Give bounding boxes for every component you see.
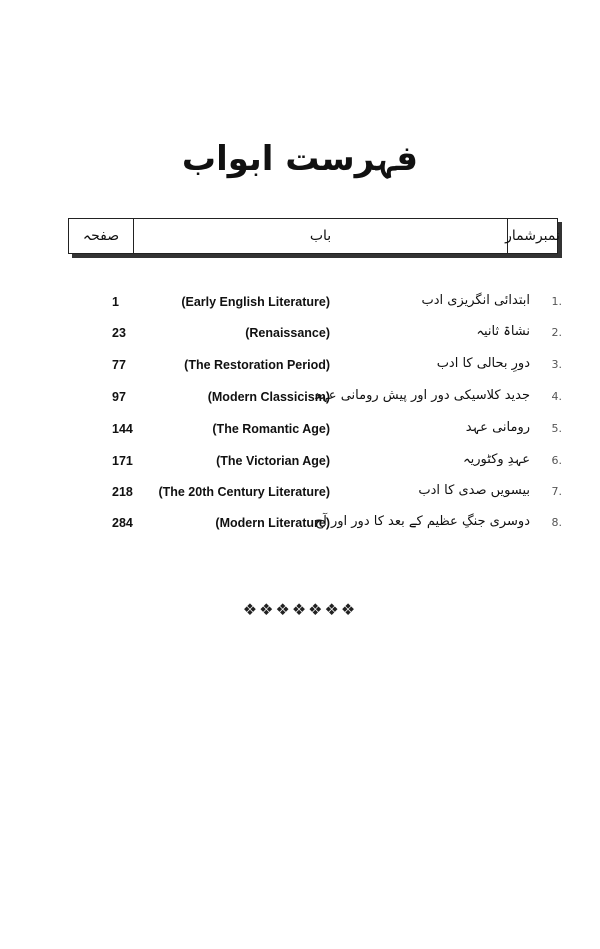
item-page: 97 <box>112 390 126 404</box>
list-item <box>0 481 600 505</box>
item-urdu-title: ابتدائی انگریزی ادب <box>421 293 530 308</box>
item-page: 218 <box>112 485 133 499</box>
list-item <box>0 354 600 378</box>
list-item <box>0 450 600 474</box>
item-english-title: (The Romantic Age) <box>212 422 330 436</box>
item-english-title: (Modern Literature) <box>215 516 330 530</box>
item-urdu-title: جدید کلاسیکی دور اور پیش رومانی عہد <box>314 388 530 403</box>
item-number: 1. <box>551 295 562 308</box>
item-english-title: (The Victorian Age) <box>216 454 330 468</box>
item-english-title: (Modern Classicism) <box>207 390 330 404</box>
page-title: فہرست ابواب <box>181 139 419 179</box>
item-number: 8. <box>551 516 562 529</box>
item-number: 7. <box>551 485 562 498</box>
item-page: 77 <box>112 358 126 372</box>
item-page: 144 <box>112 422 133 436</box>
list-item <box>0 322 600 346</box>
list-item <box>0 418 600 442</box>
item-page: 284 <box>112 516 133 530</box>
item-page: 23 <box>112 326 126 340</box>
list-item <box>0 291 600 315</box>
table-header <box>68 218 558 254</box>
item-urdu-title: دورِ بحالی کا ادب <box>436 356 530 371</box>
item-urdu-title: دوسری جنگِ عظیم کے بعد کا دور اور آج <box>314 514 530 529</box>
item-number: 5. <box>551 422 562 435</box>
header-chapter: باب <box>309 228 332 244</box>
item-page: 171 <box>112 454 133 468</box>
item-urdu-title: رومانی عہد <box>465 420 530 435</box>
item-number: 4. <box>551 390 562 403</box>
item-urdu-title: نشاۃ ثانیہ <box>476 324 530 339</box>
item-urdu-title: عہدِ وکٹوریہ <box>463 452 530 467</box>
decorative-ornament: ❖❖❖❖❖❖❖ <box>242 600 358 619</box>
item-english-title: (Early English Literature) <box>181 295 330 309</box>
header-serial: نمبرشمار <box>507 219 557 253</box>
item-number: 3. <box>551 358 562 371</box>
item-english-title: (The 20th Century Literature) <box>158 485 330 499</box>
item-page: 1 <box>112 295 119 309</box>
item-urdu-title: بیسویں صدی کا ادب <box>418 483 530 498</box>
item-english-title: (Renaissance) <box>245 326 330 340</box>
item-number: 2. <box>551 326 562 339</box>
item-number: 6. <box>551 454 562 467</box>
list-item <box>0 512 600 536</box>
item-english-title: (The Restoration Period) <box>184 358 330 372</box>
header-page: صفحہ <box>69 219 134 253</box>
list-item <box>0 386 600 410</box>
